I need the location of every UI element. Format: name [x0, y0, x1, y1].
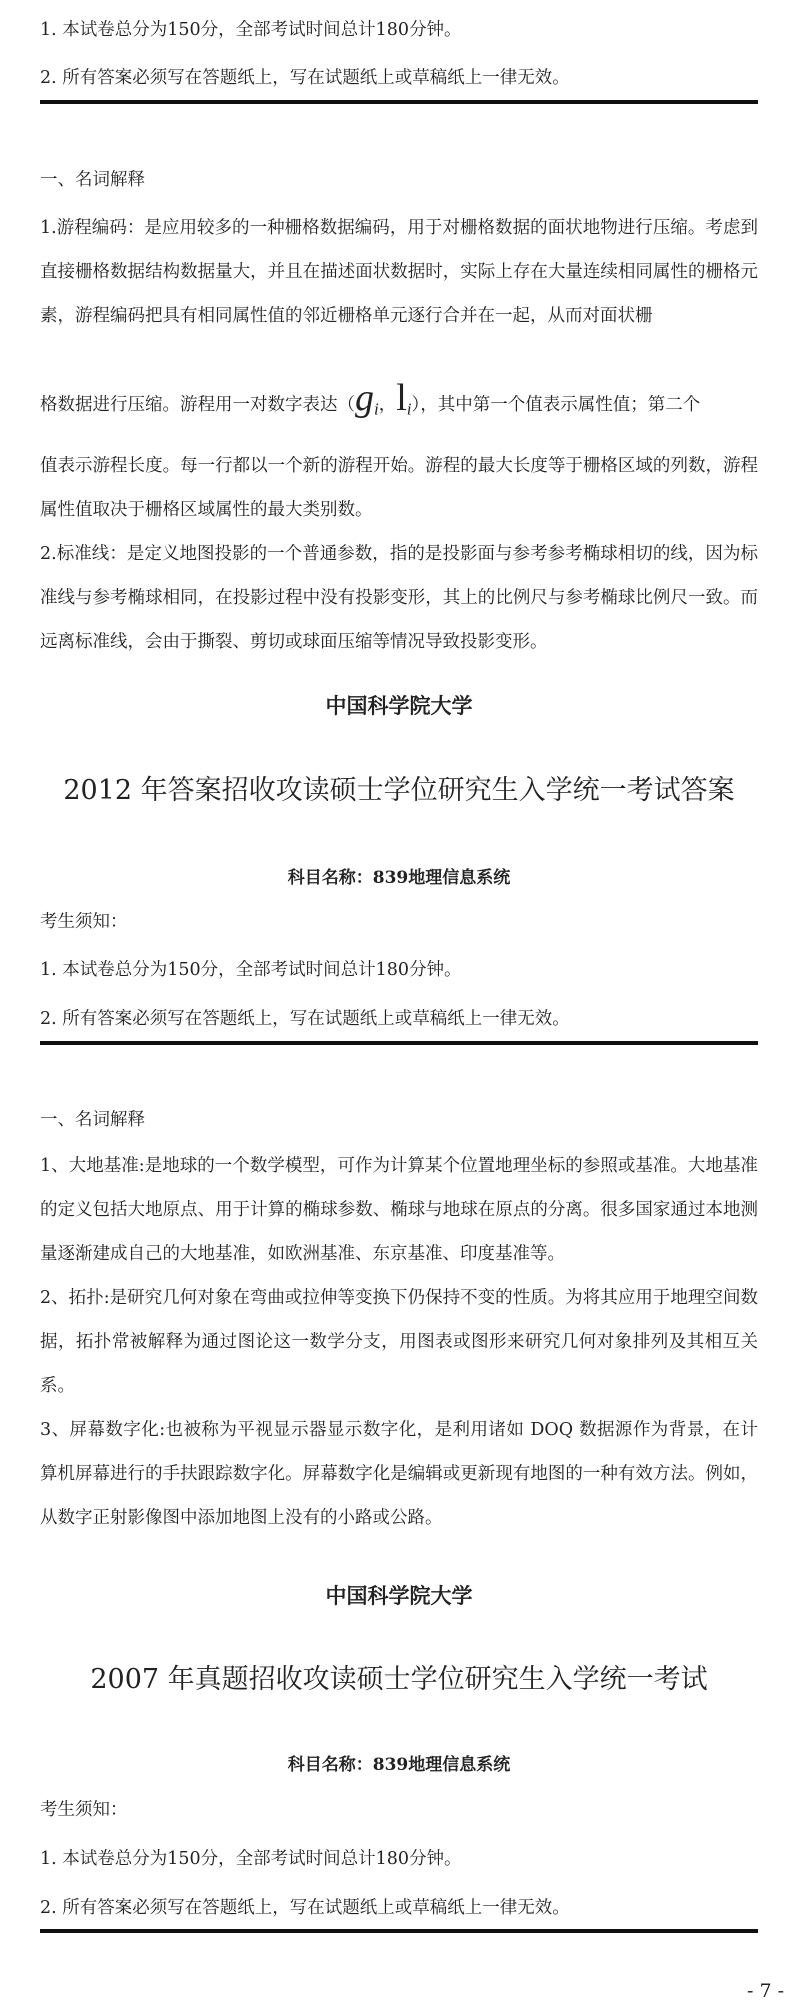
university-name: 中国科学院大学 — [325, 693, 473, 718]
term-topology: 2、拓扑:是研究几何对象在弯曲或拉伸等变换下仍保持不变的性质。为将其应用于地理空间数据，拓扑常被解释为通过图论这一数学分支，用图表或图形来研究几何对象排列及其相互关系。 — [40, 1288, 758, 1396]
notice-item-1: 1. 本试卷总分为150分，全部考试时间总计180分钟。 — [40, 20, 462, 40]
formula-symbol-l: l — [396, 377, 407, 419]
notice-label: 考生须知： — [40, 1800, 128, 1820]
formula-line — [40, 376, 700, 420]
formula-symbol-g: g — [355, 377, 374, 419]
term-run-length-encoding: 1.游程编码：是应用较多的一种栅格数据编码，用于对栅格数据的面状地物进行压缩。考虑到直接栅格数据结构数据量大，并且在描述面状数据时，实际上存在大量连续相同属性的栅格元素，游程编码把具有相同属性值的邻近栅格单元逐行合并在一起，从而对面状栅 — [40, 218, 758, 326]
notice-label: 考生须知： — [40, 912, 128, 932]
term-run-length-encoding-cont: 值表示游程长度。每一行都以一个新的游程开始。游程的最大长度等于栅格区域的列数，游程属性值取决于栅格区域属性的最大类别数。 — [40, 456, 758, 520]
term-geodetic-datum: 1、大地基准:是地球的一个数学模型，可作为计算某个位置地理坐标的参照或基准。大地基准的定义包括大地原点、用于计算的椭球参数、椭球与地球在原点的分离。很多国家通过本地测量逐渐建成自己的大地基准，如欧洲基准、东京基准、印度基准等。 — [40, 1156, 758, 1264]
run-length-formula — [355, 377, 412, 419]
notice-item-2: 2. 所有答案必须写在答题纸上，写在试题纸上或草稿纸上一律无效。 — [40, 1898, 570, 1918]
formula-subscript: i — [374, 399, 379, 419]
term-heads-up-digitizing: 3、屏幕数字化:也被称为平视显示器显示数字化，是利用诸如 DOQ 数据源作为背景，在计算机屏幕进行的手扶跟踪数字化。屏幕数字化是编辑或更新现有地图的一种有效方法。例如，从数字正射影像图中添加地图上没有的小路或公路。 — [40, 1420, 758, 1528]
university-name: 中国科学院大学 — [325, 1583, 473, 1608]
formula-suffix: ），其中第一个值表示属性值；第二个 — [411, 395, 701, 415]
formula-subscript: i — [406, 399, 412, 419]
section-divider — [40, 1929, 758, 1933]
notice-item-1: 1. 本试卷总分为150分，全部考试时间总计180分钟。 — [40, 960, 462, 980]
formula-separator: ， — [378, 394, 397, 414]
exam-subject: 科目名称：839地理信息系统 — [287, 868, 511, 888]
exam-title: 2007 年真题招收攻读硕士学位研究生入学统一考试 — [90, 1664, 708, 1695]
notice-item-2: 2. 所有答案必须写在答题纸上，写在试题纸上或草稿纸上一律无效。 — [40, 1009, 570, 1029]
section-divider — [40, 100, 758, 104]
notice-item-1: 1. 本试卷总分为150分，全部考试时间总计180分钟。 — [40, 1849, 462, 1869]
formula-prefix: 格数据进行压缩。游程用一对数字表达（ — [40, 395, 355, 415]
section-heading: 一、名词解释 — [40, 170, 145, 190]
section-heading: 一、名词解释 — [40, 1110, 145, 1130]
notice-item-2: 2. 所有答案必须写在答题纸上，写在试题纸上或草稿纸上一律无效。 — [40, 68, 570, 88]
exam-title: 2012 年答案招收攻读硕士学位研究生入学统一考试答案 — [63, 775, 735, 806]
term-standard-line: 2.标准线：是定义地图投影的一个普通参数，指的是投影面与参考参考椭球相切的线，因为标准线与参考椭球相同，在投影过程中没有投影变形，其上的比例尺与参考椭球比例尺一致。而远离标准线，会由于撕裂、剪切或球面压缩等情况导致投影变形。 — [40, 544, 758, 652]
page-number: - 7 - — [746, 1980, 784, 2002]
exam-subject: 科目名称：839地理信息系统 — [287, 1755, 511, 1775]
section-divider — [40, 1041, 758, 1045]
